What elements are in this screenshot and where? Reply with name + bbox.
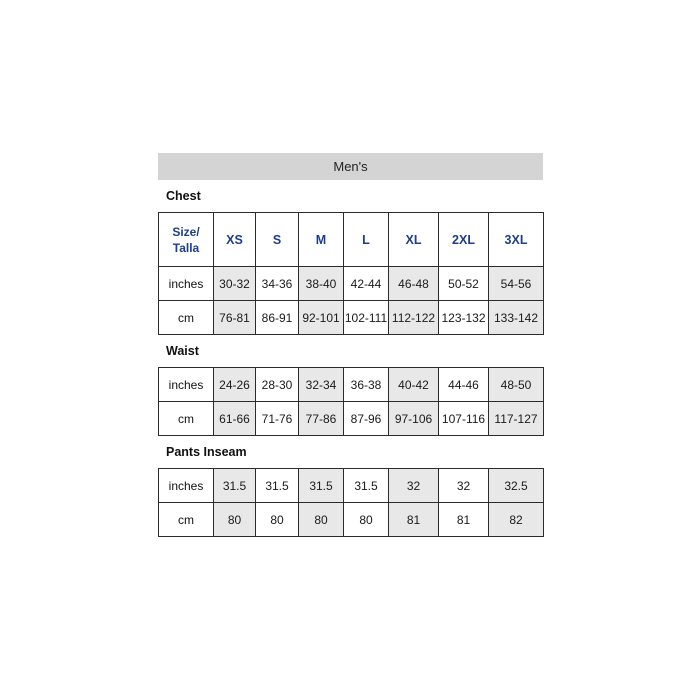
waist-cm-2xl: 107-116 (439, 402, 489, 436)
waist-cm-row (159, 402, 544, 436)
size-3xl: 3XL (489, 213, 544, 267)
row-label: inches (159, 469, 214, 503)
inseam-inches-s: 31.5 (256, 469, 299, 503)
chest-cm-s: 86-91 (256, 301, 299, 335)
row-label: inches (159, 368, 214, 402)
chest-cm-xs: 76-81 (214, 301, 256, 335)
size-s: S (256, 213, 299, 267)
chest-inches-2xl: 50-52 (439, 267, 489, 301)
size-talla-header (159, 213, 214, 267)
row-label: cm (159, 301, 214, 335)
size-header-row (159, 213, 544, 267)
chart-title: Men's (158, 153, 543, 180)
inseam-cm-xl: 81 (389, 503, 439, 537)
waist-inches-l: 36-38 (344, 368, 389, 402)
inseam-cm-2xl: 81 (439, 503, 489, 537)
waist-inches-3xl: 48-50 (489, 368, 544, 402)
chest-cm-3xl: 133-142 (489, 301, 544, 335)
size-m: M (299, 213, 344, 267)
chest-inches-xl: 46-48 (389, 267, 439, 301)
chest-cm-2xl: 123-132 (439, 301, 489, 335)
chest-inches-xs: 30-32 (214, 267, 256, 301)
waist-cm-m: 77-86 (299, 402, 344, 436)
size-header-line2: Talla (172, 240, 200, 255)
inseam-inches-l: 31.5 (344, 469, 389, 503)
inseam-inches-row (159, 469, 544, 503)
inseam-inches-m: 31.5 (299, 469, 344, 503)
inseam-cm-row (159, 503, 544, 537)
chest-cm-m: 92-101 (299, 301, 344, 335)
size-2xl: 2XL (439, 213, 489, 267)
waist-table (158, 367, 544, 436)
size-xl: XL (389, 213, 439, 267)
section-title-chest: Chest (166, 189, 201, 203)
waist-inches-2xl: 44-46 (439, 368, 489, 402)
waist-inches-xl: 40-42 (389, 368, 439, 402)
chest-inches-l: 42-44 (344, 267, 389, 301)
waist-cm-l: 87-96 (344, 402, 389, 436)
waist-inches-row (159, 368, 544, 402)
waist-cm-xl: 97-106 (389, 402, 439, 436)
section-title-waist: Waist (166, 344, 199, 358)
row-label: cm (159, 402, 214, 436)
waist-cm-xs: 61-66 (214, 402, 256, 436)
chest-cm-l: 102-111 (344, 301, 389, 335)
chest-inches-3xl: 54-56 (489, 267, 544, 301)
inseam-cm-xs: 80 (214, 503, 256, 537)
inseam-cm-3xl: 82 (489, 503, 544, 537)
inseam-inches-2xl: 32 (439, 469, 489, 503)
chest-inches-s: 34-36 (256, 267, 299, 301)
inseam-cm-s: 80 (256, 503, 299, 537)
waist-inches-s: 28-30 (256, 368, 299, 402)
section-title-pants-inseam: Pants Inseam (166, 445, 247, 459)
size-l: L (344, 213, 389, 267)
size-chart (158, 153, 543, 537)
chest-inches-row (159, 267, 544, 301)
chest-cm-row (159, 301, 544, 335)
chest-cm-xl: 112-122 (389, 301, 439, 335)
size-header-line1: Size/ (172, 224, 200, 239)
waist-inches-m: 32-34 (299, 368, 344, 402)
waist-inches-xs: 24-26 (214, 368, 256, 402)
inseam-inches-3xl: 32.5 (489, 469, 544, 503)
waist-cm-s: 71-76 (256, 402, 299, 436)
inseam-table (158, 468, 544, 537)
inseam-inches-xl: 32 (389, 469, 439, 503)
row-label: cm (159, 503, 214, 537)
inseam-inches-xs: 31.5 (214, 469, 256, 503)
row-label: inches (159, 267, 214, 301)
waist-cm-3xl: 117-127 (489, 402, 544, 436)
size-xs: XS (214, 213, 256, 267)
inseam-cm-m: 80 (299, 503, 344, 537)
inseam-cm-l: 80 (344, 503, 389, 537)
chest-inches-m: 38-40 (299, 267, 344, 301)
chest-table (158, 212, 544, 335)
